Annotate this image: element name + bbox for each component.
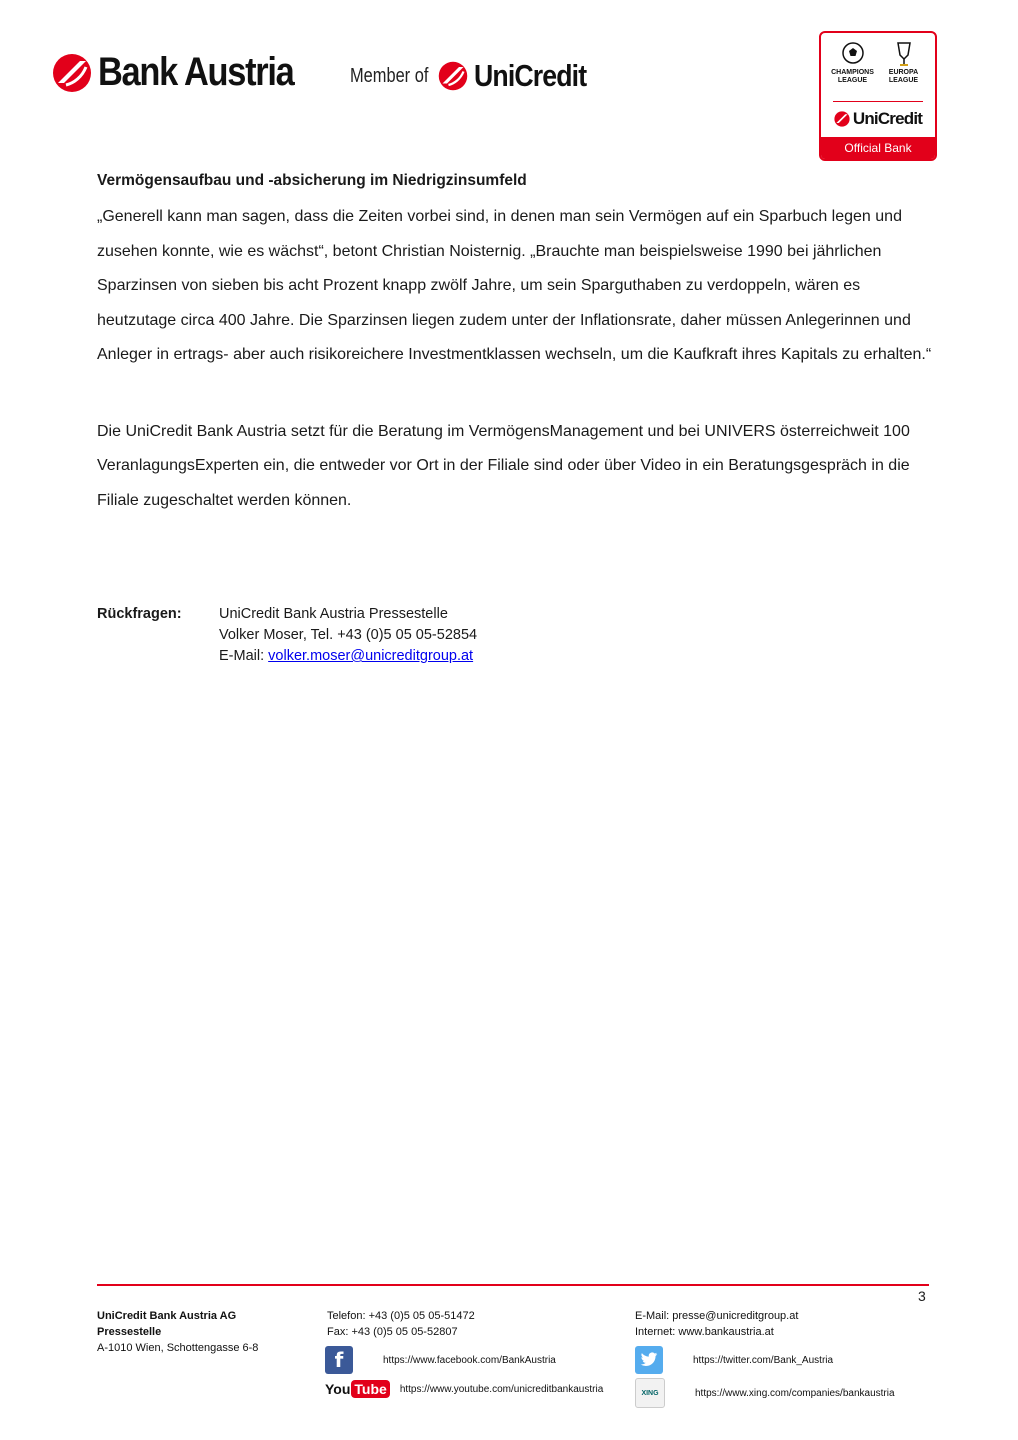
europa-league-text: EUROPA LEAGUE <box>888 69 919 84</box>
twitter-link[interactable] <box>635 1346 833 1374</box>
footer-address: A-1010 Wien, Schottengasse 6-8 <box>97 1342 259 1354</box>
official-bank-label: Official Bank <box>821 137 935 159</box>
article-paragraph-2: Die UniCredit Bank Austria setzt für die Beratung im VermögensManagement und bei UNIVERS österreichweit 100 VeranlagungsExperten ein, die entweder vor Ort in der Filiale sind oder über Video in ein Beratungsgespräch in die Filiale zugeschaltet werden können. <box>97 422 910 509</box>
article-paragraph-1: „Generell kann man sagen, dass die Zeiten vorbei sind, in denen man sein Vermögen auf ein Sparbuch legen und zusehen konnte, wie es wächst“, betont Christian Noisternig. „Brauchte man beispielsweise 1990 bei jährlichen Sparzinsen von sieben bis acht Prozent knapp zwölf Jahre, um sein Sparguthaben zu verdoppeln, wären es heutzutage circa 400 Jahre. Die Sparzinsen liegen zudem unter der Inflationsrate, daher müssen Anlegerinnen und Anleger in ertrags- aber auch risikoreichere Investmentklassen wechseln, um die Kaufkraft ihres Kapitals zu erhalten.“ <box>97 208 932 363</box>
twitter-icon <box>635 1346 663 1374</box>
official-bank-badge <box>819 31 937 161</box>
contact-block <box>97 604 477 667</box>
champions-league-logo <box>828 41 878 105</box>
trophy-icon <box>892 41 916 67</box>
footer-web-block <box>635 1308 798 1340</box>
unicredit-logo-icon <box>438 61 468 91</box>
football-icon <box>841 41 865 65</box>
footer-phone-block <box>327 1308 475 1340</box>
xing-url[interactable]: https://www.xing.com/companies/bankaustria <box>695 1387 895 1399</box>
youtube-link[interactable] <box>325 1380 603 1398</box>
badge-unicredit <box>821 109 935 129</box>
contact-email-line <box>219 646 477 667</box>
facebook-url[interactable]: https://www.facebook.com/BankAustria <box>383 1354 556 1366</box>
xing-icon: XING <box>635 1378 665 1408</box>
youtube-url[interactable]: https://www.youtube.com/unicreditbankaustria <box>399 1383 604 1395</box>
facebook-link[interactable] <box>325 1346 556 1374</box>
footer-email: E-Mail: presse@unicreditgroup.at <box>635 1310 799 1322</box>
contact-email-link[interactable]: volker.moser@unicreditgroup.at <box>268 648 474 664</box>
footer-internet: Internet: www.bankaustria.at <box>635 1326 774 1338</box>
champions-league-text: CHAMPIONS LEAGUE <box>831 69 874 84</box>
brand-name: Bank Austria <box>98 50 294 94</box>
footer-fax: Fax: +43 (0)5 05 05-52807 <box>327 1326 458 1338</box>
unicredit-logo-icon <box>52 53 92 93</box>
twitter-url[interactable]: https://twitter.com/Bank_Austria <box>693 1354 834 1366</box>
member-of-text: Member of <box>350 64 429 87</box>
article <box>97 170 937 518</box>
footer-department: Pressestelle <box>97 1326 162 1338</box>
email-prefix: E-Mail: <box>219 648 269 664</box>
footer-company-name: UniCredit Bank Austria AG <box>97 1310 237 1322</box>
bank-austria-logo <box>52 50 325 95</box>
footer-company <box>97 1308 258 1356</box>
contact-org: UniCredit Bank Austria Pressestelle <box>219 606 448 622</box>
footer-phone: Telefon: +43 (0)5 05 05-51472 <box>327 1310 475 1322</box>
xing-link[interactable] <box>635 1378 895 1408</box>
unicredit-logo-icon <box>834 111 850 127</box>
youtube-icon: You Tube <box>325 1380 390 1398</box>
parent-brand: UniCredit <box>473 58 586 93</box>
page-number: 3 <box>918 1288 926 1304</box>
badge-divider <box>833 101 923 102</box>
badge-brand: UniCredit <box>852 109 923 128</box>
europa-league-logo <box>879 41 929 105</box>
contact-person: Volker Moser, Tel. +43 (0)5 05 05-52854 <box>219 627 478 643</box>
contact-label: Rückfragen: <box>97 606 182 622</box>
footer-divider <box>97 1284 929 1286</box>
facebook-icon: f <box>325 1346 353 1374</box>
member-of-unicredit <box>350 58 604 94</box>
article-heading: Vermögensaufbau und -absicherung im Niedrigzinsumfeld <box>97 172 527 189</box>
